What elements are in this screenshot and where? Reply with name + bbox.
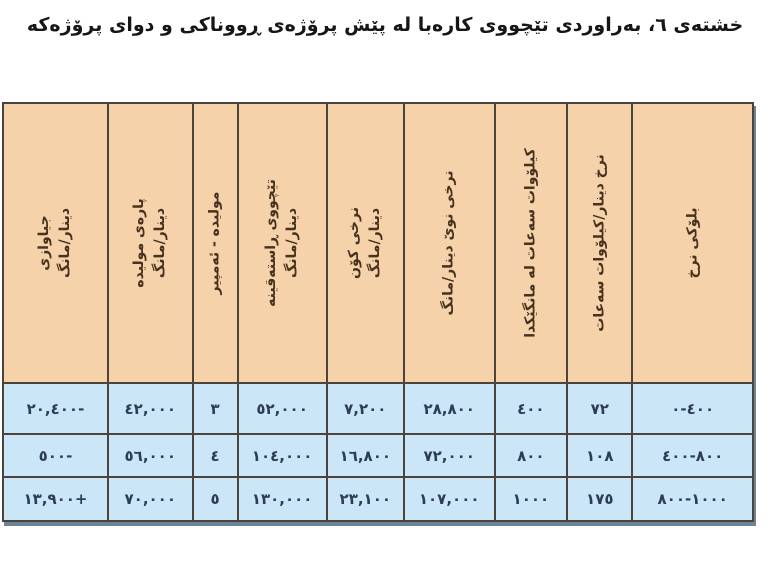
cell-generator-money: ٤٢,٠٠٠	[108, 383, 193, 434]
cell-generator-money: ٧٠,٠٠٠	[108, 477, 193, 521]
cell-real-cost: ٥٢,٠٠٠	[238, 383, 327, 434]
cell-kwh-per-month: ٤٠٠	[495, 383, 568, 434]
header-line: نرخی کۆن	[346, 207, 363, 279]
cell-new-price: ١٠٧,٠٠٠	[404, 477, 495, 521]
rotated-header-label	[129, 198, 171, 287]
cell-real-cost: ١٠٤,٠٠٠	[238, 434, 327, 477]
header-line: دینار/مانگ	[284, 207, 301, 279]
table-caption: خشتەی ٦، بەراوردی تێچووی کارەبا لە پێش پرۆژەی ڕووناکی و دوای پرۆژەکە	[26, 14, 744, 36]
header-line: کیلۆوات سەعات لە مانگێکدا	[522, 148, 539, 338]
header-line: نرخی نوێ دینار/مانگ	[440, 170, 457, 316]
cell-difference: ١٣,٩٠٠+	[3, 477, 108, 521]
cell-old-price: ٢٣,١٠٠	[327, 477, 404, 521]
cell-new-price: ٧٢,٠٠٠	[404, 434, 495, 477]
col-header-generator-money	[108, 103, 193, 383]
header-line: بلۆکی نرخ	[684, 207, 701, 279]
cell-rate-dinar-per-kwh: ٧٢	[567, 383, 632, 434]
cell-price-block: ٨٠٠-٤٠٠	[632, 434, 753, 477]
cell-price-block: ٤٠٠-٠	[632, 383, 753, 434]
cell-new-price: ٢٨,٨٠٠	[404, 383, 495, 434]
cell-rate-dinar-per-kwh: ١٠٨	[567, 434, 632, 477]
col-header-difference	[3, 103, 108, 383]
cell-rate-dinar-per-kwh: ١٧٥	[567, 477, 632, 521]
header-line: مولیدە - ئەمپیر	[206, 191, 223, 295]
header-line: تێچووی ڕاستەقینە	[263, 179, 280, 307]
cell-generator-ampere: ٣	[193, 383, 238, 434]
cell-price-block: ١٠٠٠-٨٠٠	[632, 477, 753, 521]
cell-old-price: ١٦,٨٠٠	[327, 434, 404, 477]
header-line: پارەی مولیدە	[131, 198, 148, 288]
rotated-header-label	[589, 154, 610, 331]
rotated-header-label	[344, 207, 386, 279]
table-row	[3, 477, 753, 521]
header-line: دینار/مانگ	[57, 207, 74, 279]
rotated-header-label	[205, 192, 226, 295]
cell-real-cost: ١٣٠,٠٠٠	[238, 477, 327, 521]
cell-kwh-per-month: ٨٠٠	[495, 434, 568, 477]
col-header-real-cost	[238, 103, 327, 383]
cell-generator-ampere: ٥	[193, 477, 238, 521]
comparison-table-frame	[2, 102, 754, 522]
header-line: دینار/مانگ	[152, 207, 169, 279]
header-line: نرخ دینار/کیلۆوات سەعات	[591, 154, 608, 332]
cell-generator-money: ٥٦,٠٠٠	[108, 434, 193, 477]
cell-difference: ٥٠٠-	[3, 434, 108, 477]
col-header-rate-dinar-per-kwh	[567, 103, 632, 383]
cell-kwh-per-month: ١٠٠٠	[495, 477, 568, 521]
col-header-old-price	[327, 103, 404, 383]
rotated-header-label	[439, 171, 460, 316]
header-line: جیاوازی	[36, 215, 53, 271]
col-header-kwh-per-month	[495, 103, 568, 383]
electricity-cost-table	[2, 102, 754, 522]
col-header-generator-ampere	[193, 103, 238, 383]
header-line: دینار/مانگ	[367, 207, 384, 279]
cell-old-price: ٧,٢٠٠	[327, 383, 404, 434]
rotated-header-label	[261, 179, 303, 307]
cell-difference: ٢٠,٤٠٠-	[3, 383, 108, 434]
cell-generator-ampere: ٤	[193, 434, 238, 477]
header-row	[3, 103, 753, 383]
table-row	[3, 383, 753, 434]
col-header-new-price	[404, 103, 495, 383]
rotated-header-label	[682, 208, 703, 279]
rotated-header-label	[34, 208, 76, 278]
rotated-header-label	[520, 148, 541, 338]
col-header-price-block	[632, 103, 753, 383]
table-row	[3, 434, 753, 477]
